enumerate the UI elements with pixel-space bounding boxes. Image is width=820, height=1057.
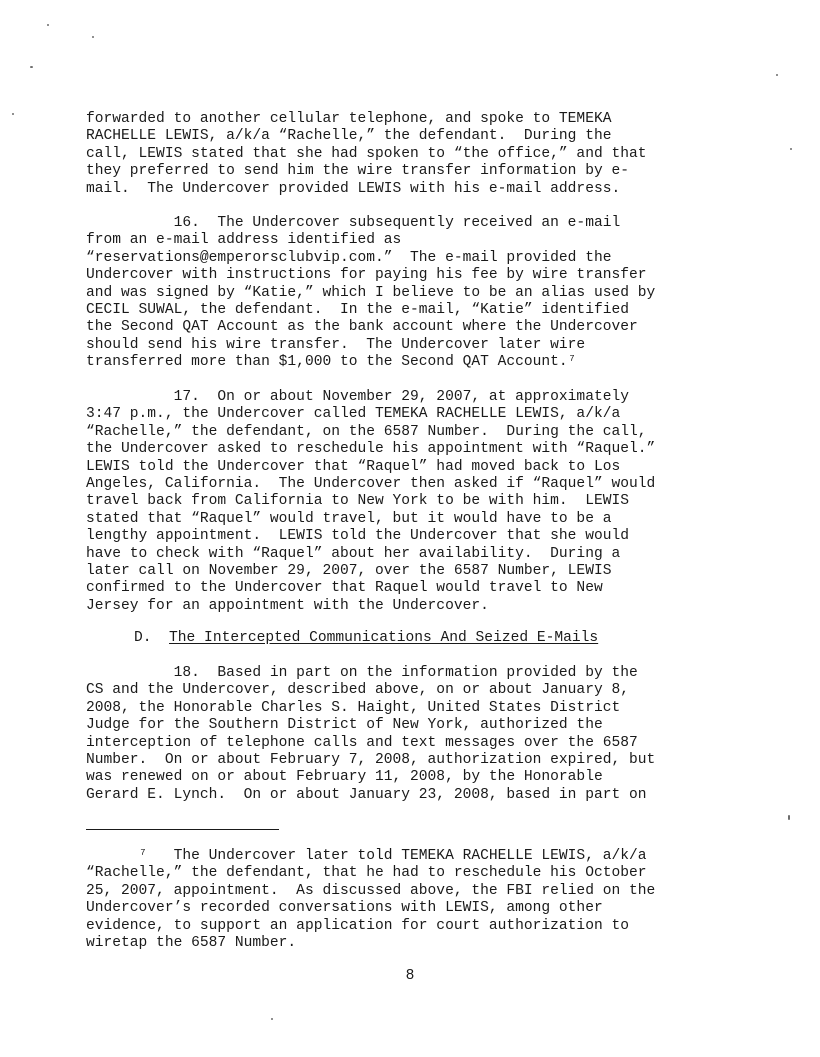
text-line: Jersey for an appointment with the Undercover. <box>86 597 489 614</box>
text-line: and was signed by “Katie,” which I believe to be an alias used by <box>86 284 656 301</box>
paragraph-16 <box>86 215 726 372</box>
text-line: forwarded to another cellular telephone, and spoke to TEMEKA <box>86 111 612 127</box>
text-line: “reservations@emperorsclubvip.com.” The e-mail provided the <box>86 249 612 266</box>
text-line: “Rachelle,” the defendant, on the 6587 Number. During the call, <box>86 423 647 440</box>
text-line: they preferred to send him the wire transfer information by e- <box>86 163 629 180</box>
text-line: 2008, the Honorable Charles S. Haight, United States District <box>86 699 621 716</box>
text-line: CS and the Undercover, described above, on or about January 8, <box>86 682 629 699</box>
paragraph-17 <box>86 389 726 615</box>
text-line: CECIL SUWAL, the defendant. In the e-mail, “Katie” identified <box>86 302 629 319</box>
text-line: from an e-mail address identified as <box>86 232 402 249</box>
text-line: 3:47 p.m., the Undercover called TEMEKA RACHELLE LEWIS, a/k/a <box>86 406 621 423</box>
text-line: should send his wire transfer. The Undercover later wire <box>86 336 586 353</box>
scan-speck <box>271 1018 273 1020</box>
text-line: was renewed on or about February 11, 2008, by the Honorable <box>86 769 603 786</box>
text-line: ⁷ The Undercover later told TEMEKA RACHELLE LEWIS, a/k/a <box>86 848 647 864</box>
paragraph-continuation <box>86 111 726 198</box>
text-line: stated that “Raquel” would travel, but it would have to be a <box>86 510 612 527</box>
text-line: Undercover with instructions for paying his fee by wire transfer <box>86 267 647 284</box>
text-line: mail. The Undercover provided LEWIS with his e-mail address. <box>86 180 621 197</box>
text-line: confirmed to the Undercover that Raquel would travel to New <box>86 580 603 597</box>
text-line: later call on November 29, 2007, over the 6587 Number, LEWIS <box>86 563 612 580</box>
scan-speck <box>790 148 792 150</box>
text-line: wiretap the 6587 Number. <box>86 935 297 952</box>
text-line: travel back from California to New York to be with him. LEWIS <box>86 493 629 510</box>
text-line: LEWIS told the Undercover that “Raquel” had moved back to Los <box>86 458 621 475</box>
text-line: “Rachelle,” the defendant, that he had to reschedule his October <box>86 865 647 882</box>
text-line: 17. On or about November 29, 2007, at approximately <box>86 389 629 405</box>
text-line: the Second QAT Account as the bank account where the Undercover <box>86 319 638 336</box>
text-line: evidence, to support an application for court authorization to <box>86 917 629 934</box>
scan-speck <box>788 815 790 820</box>
scan-speck <box>47 24 49 26</box>
section-heading-title: The Intercepted Communications And Seized E-Mails <box>169 630 599 646</box>
text-line: the Undercover asked to reschedule his appointment with “Raquel.” <box>86 441 656 458</box>
scan-speck <box>776 74 778 76</box>
paragraph-18 <box>86 665 726 804</box>
text-line: Angeles, California. The Undercover then asked if “Raquel” would <box>86 476 656 493</box>
section-heading <box>134 630 598 647</box>
scan-speck <box>92 36 94 38</box>
text-line: transferred more than $1,000 to the Second QAT Account.⁷ <box>86 354 577 371</box>
text-line: 18. Based in part on the information provided by the <box>86 665 638 681</box>
text-line: call, LEWIS stated that she had spoken to “the office,” and that <box>86 145 647 162</box>
text-line: Undercover’s recorded conversations with LEWIS, among other <box>86 900 603 917</box>
text-line: RACHELLE LEWIS, a/k/a “Rachelle,” the defendant. During the <box>86 128 612 145</box>
text-line: 16. The Undercover subsequently received an e-mail <box>86 215 621 231</box>
page-number: 8 <box>405 968 415 984</box>
text-line: interception of telephone calls and text messages over the 6587 <box>86 734 638 751</box>
text-line: have to check with “Raquel” about her availability. During a <box>86 545 621 562</box>
text-line: 25, 2007, appointment. As discussed above, the FBI relied on the <box>86 882 656 899</box>
text-line: Number. On or about February 7, 2008, authorization expired, but <box>86 752 656 769</box>
section-heading-label: D. <box>134 630 152 646</box>
text-line: Judge for the Southern District of New York, authorized the <box>86 717 603 734</box>
text-line: lengthy appointment. LEWIS told the Undercover that she would <box>86 528 629 545</box>
text-line: Gerard E. Lynch. On or about January 23, 2008, based in part on <box>86 786 647 803</box>
footnote-7 <box>86 848 726 952</box>
scan-speck <box>12 113 14 115</box>
scan-speck <box>30 66 33 68</box>
footnote-separator <box>86 829 279 830</box>
